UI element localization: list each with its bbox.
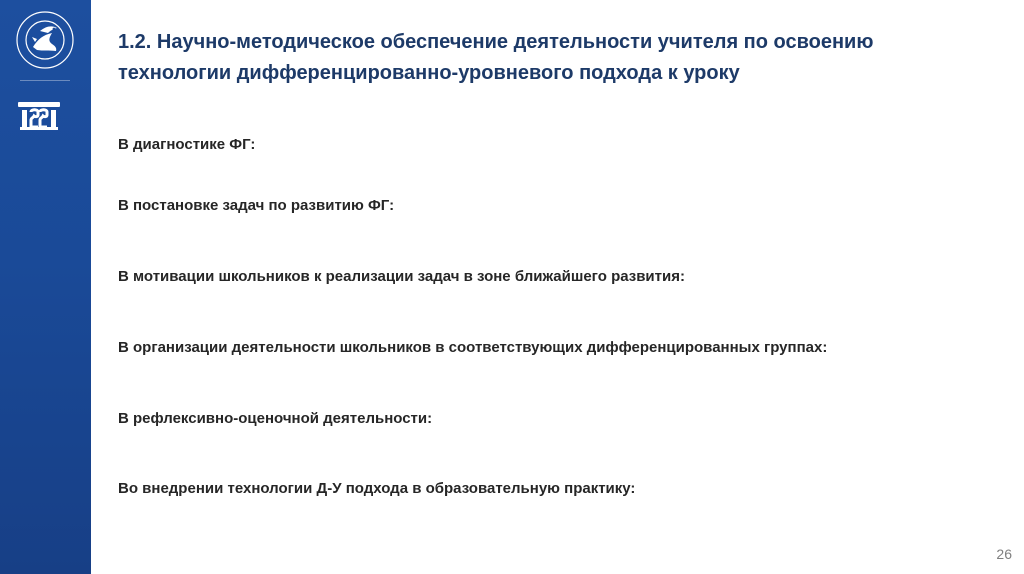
logo-divider [20, 80, 70, 81]
list-item-group-work: В организации деятельности школьников в соответствующих дифференцированных группах: [118, 339, 828, 356]
university-crest-icon [13, 8, 77, 72]
list-item-task-setting: В постановке задач по развитию ФГ: [118, 197, 395, 214]
list-item-reflection: В рефлексивно-оценочной деятельности: [118, 410, 433, 427]
slide-title: 1.2. Научно-методическое обеспечение деятельности учителя по освоению технологии дифференцированно-уровневого подхода к уроку [118, 31, 874, 84]
list-item-motivation: В мотивации школьников к реализации задач в зоне ближайшего развития: [118, 268, 685, 285]
institute-column-icon [17, 100, 61, 132]
list-item-implementation: Во внедрении технологии Д-У подхода в образовательную практику: [118, 480, 636, 497]
page-number: 26 [996, 546, 1012, 562]
left-sidebar [0, 0, 91, 574]
list-item-diagnostics: В диагностике ФГ: [118, 136, 256, 153]
